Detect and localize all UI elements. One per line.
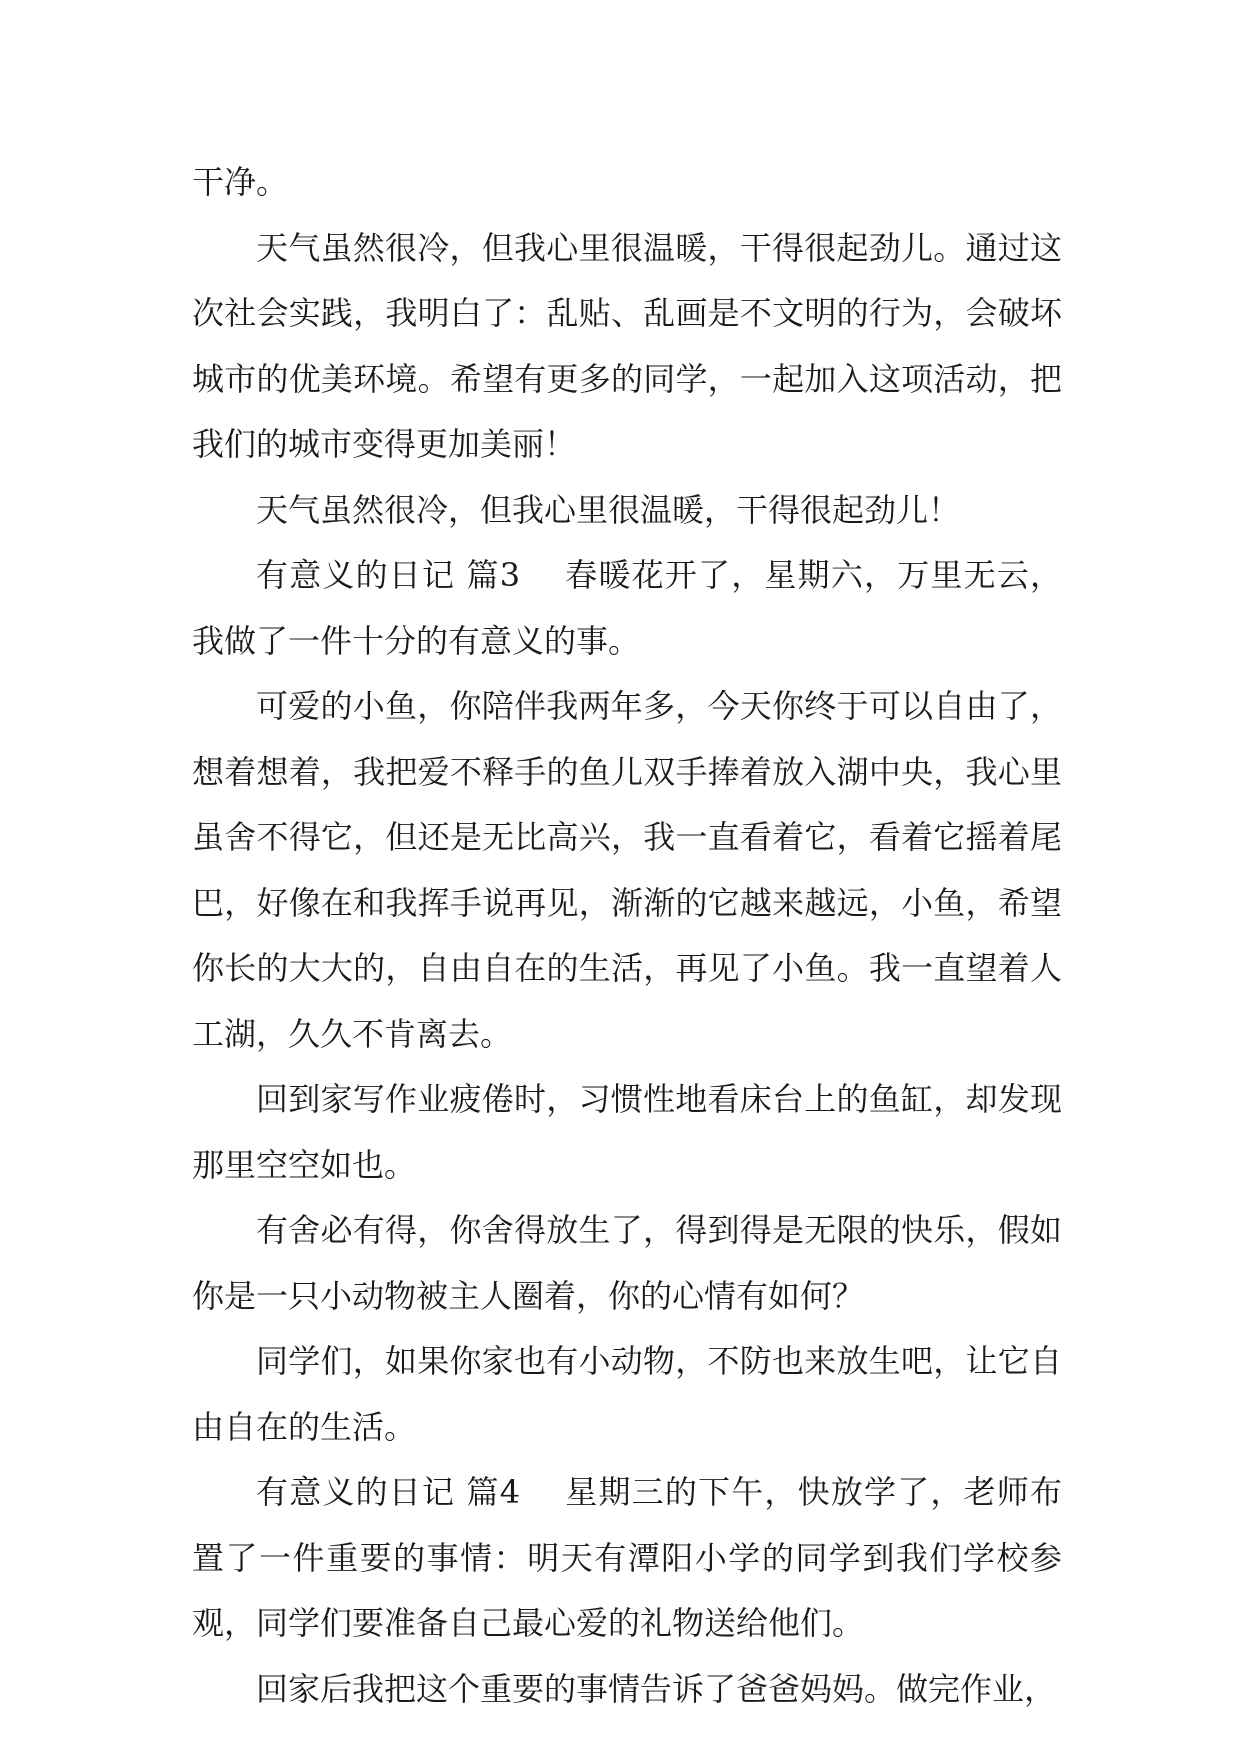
section-heading-3: 有意义的日记 篇3 (256, 556, 521, 594)
paragraph-10: 回家后我把这个重要的事情告诉了爸爸妈妈。做完作业， (256, 1669, 1057, 1708)
paragraph-3: 天气虽然很冷，但我心里很温暖，干得很起劲儿！ (256, 490, 961, 529)
paragraph-1: 干净。 (192, 163, 289, 201)
paragraph-8: 同学们，如果你家也有小动物，不防也来放生吧，让它自由自在的生活。 (192, 1342, 1062, 1446)
paragraph-9: 有意义的日记 篇4 星期三的下午，快放学了，老师布置了一件重要的事情：明天有潭阳小学的同学到我们学校参观，同学们要准备自己最心爱的礼物送给他们。 (192, 1473, 1062, 1642)
paragraph-6: 回到家写作业疲倦时，习惯性地看床台上的鱼缸，却发现那里空空如也。 (192, 1080, 1062, 1184)
paragraph-5: 可爱的小鱼，你陪伴我两年多，今天你终于可以自由了，想着想着，我把爱不释手的鱼儿双手捧着放入湖中央，我心里虽舍不得它，但还是无比高兴，我一直看着它，看着它摇着尾巴，好像在和我挥手说再见，渐渐的它越来越远，小鱼，希望你长的大大的，自由自在的生活，再见了小鱼。我一直望着人工湖，久久不肯离去。 (192, 687, 1062, 1053)
document-body (192, 150, 1062, 1722)
paragraph-7: 有舍必有得，你舍得放生了，得到得是无限的快乐，假如你是一只小动物被主人圈着，你的心情有如何？ (192, 1211, 1062, 1315)
paragraph-2: 天气虽然很冷，但我心里很温暖，干得很起劲儿。通过这次社会实践，我明白了：乱贴、乱画是不文明的行为，会破坏城市的优美环境。希望有更多的同学，一起加入这项活动，把我们的城市变得更加美丽！ (192, 228, 1062, 463)
paragraph-4: 有意义的日记 篇3 春暖花开了，星期六，万里无云，我做了一件十分的有意义的事。 (192, 556, 1062, 660)
section-heading-4: 有意义的日记 篇4 (256, 1473, 521, 1511)
